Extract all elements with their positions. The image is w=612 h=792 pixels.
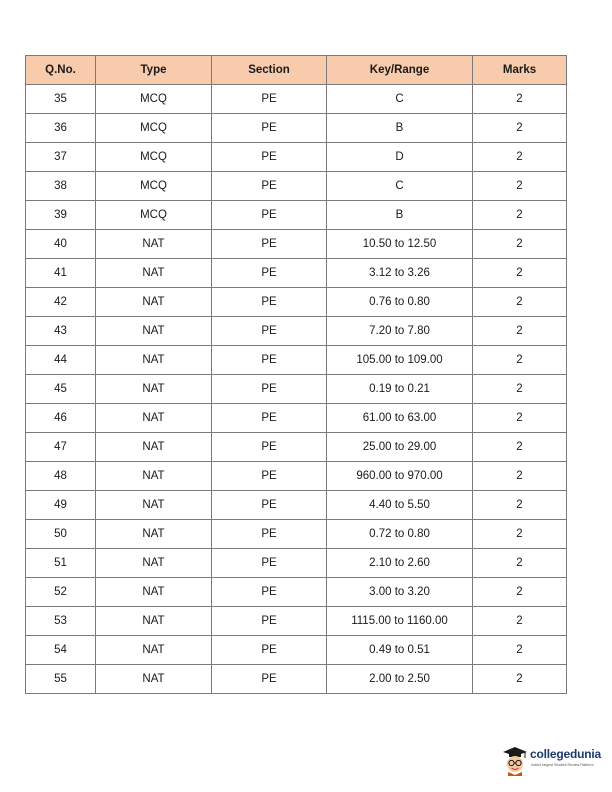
cell-marks: 2 xyxy=(473,230,567,259)
cell-type: NAT xyxy=(96,433,212,462)
cell-type: NAT xyxy=(96,230,212,259)
cell-section: PE xyxy=(212,491,327,520)
cell-marks: 2 xyxy=(473,404,567,433)
cell-marks: 2 xyxy=(473,201,567,230)
cell-section: PE xyxy=(212,85,327,114)
cell-key-range: 4.40 to 5.50 xyxy=(327,491,473,520)
cell-key-range: 25.00 to 29.00 xyxy=(327,433,473,462)
table-row xyxy=(26,375,567,404)
cell-qno: 41 xyxy=(26,259,96,288)
cell-section: PE xyxy=(212,636,327,665)
table-row xyxy=(26,201,567,230)
table-row xyxy=(26,143,567,172)
cell-section: PE xyxy=(212,259,327,288)
header-key-range: Key/Range xyxy=(327,56,473,85)
cell-marks: 2 xyxy=(473,114,567,143)
cell-marks: 2 xyxy=(473,172,567,201)
cell-key-range: 3.12 to 3.26 xyxy=(327,259,473,288)
cell-marks: 2 xyxy=(473,433,567,462)
table-row xyxy=(26,288,567,317)
cell-key-range: 0.19 to 0.21 xyxy=(327,375,473,404)
cell-key-range: 3.00 to 3.20 xyxy=(327,578,473,607)
cell-type: NAT xyxy=(96,462,212,491)
cell-type: NAT xyxy=(96,288,212,317)
table-row xyxy=(26,259,567,288)
cell-type: NAT xyxy=(96,607,212,636)
cell-marks: 2 xyxy=(473,85,567,114)
cell-qno: 42 xyxy=(26,288,96,317)
cell-marks: 2 xyxy=(473,288,567,317)
table-row xyxy=(26,578,567,607)
answer-key-table xyxy=(25,55,567,694)
cell-type: NAT xyxy=(96,665,212,694)
cell-marks: 2 xyxy=(473,462,567,491)
cell-key-range: B xyxy=(327,114,473,143)
header-type: Type xyxy=(96,56,212,85)
cell-qno: 45 xyxy=(26,375,96,404)
cell-type: MCQ xyxy=(96,143,212,172)
cell-section: PE xyxy=(212,404,327,433)
cell-key-range: 2.10 to 2.60 xyxy=(327,549,473,578)
cell-marks: 2 xyxy=(473,143,567,172)
cell-marks: 2 xyxy=(473,607,567,636)
cell-qno: 54 xyxy=(26,636,96,665)
cell-type: MCQ xyxy=(96,201,212,230)
cell-key-range: 0.76 to 0.80 xyxy=(327,288,473,317)
cell-section: PE xyxy=(212,201,327,230)
cell-marks: 2 xyxy=(473,346,567,375)
cell-type: MCQ xyxy=(96,172,212,201)
table-body xyxy=(26,85,567,694)
cell-section: PE xyxy=(212,578,327,607)
cell-key-range: 2.00 to 2.50 xyxy=(327,665,473,694)
collegedunia-logo xyxy=(500,744,604,776)
cell-key-range: C xyxy=(327,172,473,201)
brand-tagline: India's largest Student Review Platform xyxy=(531,763,594,767)
cell-section: PE xyxy=(212,317,327,346)
cell-marks: 2 xyxy=(473,520,567,549)
cell-marks: 2 xyxy=(473,665,567,694)
cell-marks: 2 xyxy=(473,375,567,404)
header-qno: Q.No. xyxy=(26,56,96,85)
cell-qno: 47 xyxy=(26,433,96,462)
cell-section: PE xyxy=(212,375,327,404)
cell-type: NAT xyxy=(96,404,212,433)
cell-qno: 37 xyxy=(26,143,96,172)
cell-marks: 2 xyxy=(473,578,567,607)
table-row xyxy=(26,404,567,433)
table-row xyxy=(26,85,567,114)
cell-type: NAT xyxy=(96,636,212,665)
cell-key-range: 0.49 to 0.51 xyxy=(327,636,473,665)
table-row xyxy=(26,172,567,201)
cell-section: PE xyxy=(212,665,327,694)
cell-qno: 38 xyxy=(26,172,96,201)
cell-type: NAT xyxy=(96,491,212,520)
table-row xyxy=(26,346,567,375)
cell-type: NAT xyxy=(96,578,212,607)
cell-qno: 46 xyxy=(26,404,96,433)
cell-key-range: 960.00 to 970.00 xyxy=(327,462,473,491)
table-row xyxy=(26,549,567,578)
cell-qno: 35 xyxy=(26,85,96,114)
cell-qno: 52 xyxy=(26,578,96,607)
cell-section: PE xyxy=(212,433,327,462)
cell-key-range: D xyxy=(327,143,473,172)
cell-qno: 53 xyxy=(26,607,96,636)
table-row xyxy=(26,462,567,491)
cell-type: MCQ xyxy=(96,114,212,143)
cell-section: PE xyxy=(212,549,327,578)
cell-key-range: 0.72 to 0.80 xyxy=(327,520,473,549)
cell-section: PE xyxy=(212,346,327,375)
cell-marks: 2 xyxy=(473,549,567,578)
cell-qno: 55 xyxy=(26,665,96,694)
cell-qno: 39 xyxy=(26,201,96,230)
cell-key-range: 1115.00 to 1160.00 xyxy=(327,607,473,636)
cell-key-range: B xyxy=(327,201,473,230)
cell-qno: 50 xyxy=(26,520,96,549)
cell-type: NAT xyxy=(96,317,212,346)
cell-qno: 48 xyxy=(26,462,96,491)
table-row xyxy=(26,607,567,636)
cell-marks: 2 xyxy=(473,491,567,520)
table-row xyxy=(26,636,567,665)
cell-section: PE xyxy=(212,230,327,259)
table-row xyxy=(26,520,567,549)
cell-qno: 43 xyxy=(26,317,96,346)
cell-key-range: 61.00 to 63.00 xyxy=(327,404,473,433)
graduate-mascot-icon xyxy=(500,744,530,776)
cell-qno: 44 xyxy=(26,346,96,375)
cell-marks: 2 xyxy=(473,259,567,288)
cell-section: PE xyxy=(212,520,327,549)
table-row xyxy=(26,114,567,143)
table-row xyxy=(26,433,567,462)
cell-section: PE xyxy=(212,288,327,317)
brand-name: collegedunia xyxy=(530,747,601,761)
table-row xyxy=(26,230,567,259)
cell-type: NAT xyxy=(96,520,212,549)
cell-qno: 40 xyxy=(26,230,96,259)
table-row xyxy=(26,665,567,694)
cell-type: MCQ xyxy=(96,85,212,114)
table-row xyxy=(26,491,567,520)
cell-qno: 51 xyxy=(26,549,96,578)
header-section: Section xyxy=(212,56,327,85)
cell-key-range: C xyxy=(327,85,473,114)
header-marks: Marks xyxy=(473,56,567,85)
cell-section: PE xyxy=(212,114,327,143)
table-header-row xyxy=(26,56,567,85)
cell-section: PE xyxy=(212,143,327,172)
cell-type: NAT xyxy=(96,549,212,578)
table-row xyxy=(26,317,567,346)
cell-type: NAT xyxy=(96,346,212,375)
cell-type: NAT xyxy=(96,375,212,404)
cell-key-range: 7.20 to 7.80 xyxy=(327,317,473,346)
cell-section: PE xyxy=(212,462,327,491)
cell-type: NAT xyxy=(96,259,212,288)
cell-section: PE xyxy=(212,172,327,201)
cell-qno: 36 xyxy=(26,114,96,143)
cell-key-range: 105.00 to 109.00 xyxy=(327,346,473,375)
cell-marks: 2 xyxy=(473,636,567,665)
cell-qno: 49 xyxy=(26,491,96,520)
cell-marks: 2 xyxy=(473,317,567,346)
cell-key-range: 10.50 to 12.50 xyxy=(327,230,473,259)
cell-section: PE xyxy=(212,607,327,636)
